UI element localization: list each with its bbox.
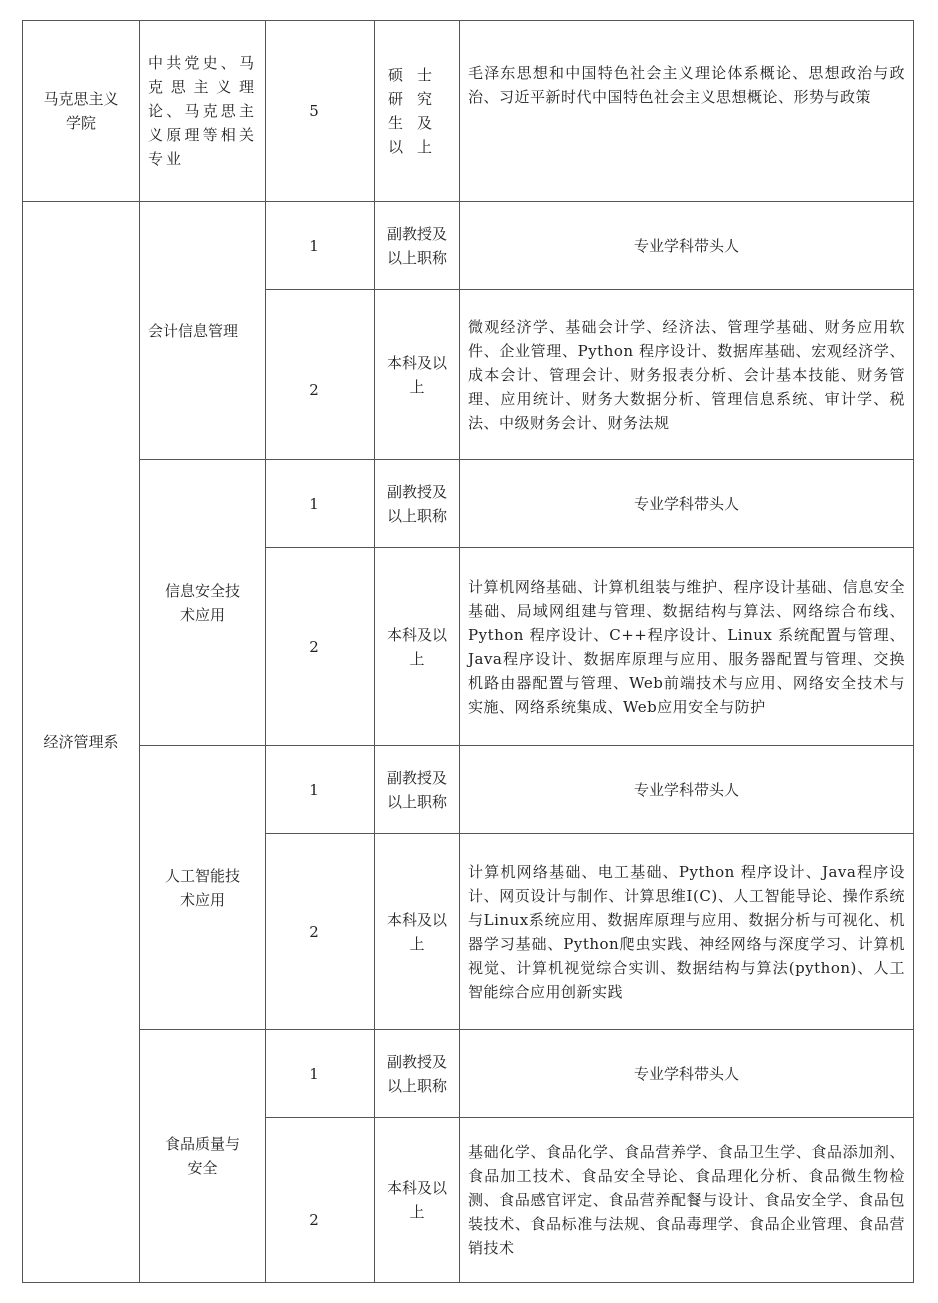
count-cell: 1 bbox=[266, 460, 375, 548]
department-cell: 马克思主义学院 bbox=[23, 21, 140, 202]
count-cell: 2 bbox=[266, 290, 375, 460]
count-cell: 2 bbox=[266, 548, 375, 746]
major-cell: 人工智能技术应用 bbox=[140, 746, 266, 1030]
major-cell: 会计信息管理 bbox=[140, 202, 266, 460]
count-cell: 1 bbox=[266, 202, 375, 290]
count-cell: 2 bbox=[266, 1118, 375, 1283]
position-cell: 专业学科带头人 bbox=[460, 202, 914, 290]
education-cell: 本科及以上 bbox=[375, 1118, 460, 1283]
title-requirement-cell: 副教授及以上职称 bbox=[375, 460, 460, 548]
count-cell: 1 bbox=[266, 1030, 375, 1118]
count-cell: 1 bbox=[266, 746, 375, 834]
count-cell: 2 bbox=[266, 834, 375, 1030]
title-requirement-cell: 副教授及以上职称 bbox=[375, 202, 460, 290]
recruitment-table bbox=[22, 20, 914, 1283]
courses-cell: 计算机网络基础、电工基础、Python 程序设计、Java程序设计、网页设计与制作、计算思维Ⅰ(C)、人工智能导论、操作系统与Linux系统应用、数据库原理与应用、数据分析与可视化、机器学习基础、Python爬虫实践、神经网络与深度学习、计算机视觉、计算机视觉综合实训、数据结构与算法(python)、人工智能综合应用创新实践 bbox=[460, 834, 914, 1030]
education-cell: 本科及以上 bbox=[375, 290, 460, 460]
title-requirement-cell: 副教授及以上职称 bbox=[375, 746, 460, 834]
department-cell: 经济管理系 bbox=[23, 202, 140, 1283]
courses-cell: 微观经济学、基础会计学、经济法、管理学基础、财务应用软件、企业管理、Python 程序设计、数据库基础、宏观经济学、成本会计、管理会计、财务报表分析、会计基本技能、财务管理、应用统计、财务大数据分析、管理信息系统、审计学、税法、中级财务会计、财务法规 bbox=[460, 290, 914, 460]
table-row bbox=[23, 21, 914, 202]
position-cell: 专业学科带头人 bbox=[460, 1030, 914, 1118]
position-cell: 专业学科带头人 bbox=[460, 460, 914, 548]
count-cell: 5 bbox=[266, 21, 375, 202]
major-cell: 信息安全技术应用 bbox=[140, 460, 266, 746]
major-cell: 中共党史、马克思主义理论、马克思主义原理等相关专业 bbox=[140, 21, 266, 202]
title-requirement-cell: 副教授及以上职称 bbox=[375, 1030, 460, 1118]
position-cell: 专业学科带头人 bbox=[460, 746, 914, 834]
table-row bbox=[23, 746, 914, 834]
education-cell: 本科及以上 bbox=[375, 834, 460, 1030]
table-row bbox=[23, 202, 914, 290]
major-cell: 食品质量与安全 bbox=[140, 1030, 266, 1283]
courses-cell: 毛泽东思想和中国特色社会主义理论体系概论、思想政治与政治、习近平新时代中国特色社会主义思想概论、形势与政策 bbox=[460, 21, 914, 202]
table-row bbox=[23, 1030, 914, 1118]
courses-cell: 基础化学、食品化学、食品营养学、食品卫生学、食品添加剂、食品加工技术、食品安全导论、食品理化分析、食品微生物检测、食品感官评定、食品营养配餐与设计、食品安全学、食品包装技术、食品标准与法规、食品毒理学、食品企业管理、食品营销技术 bbox=[460, 1118, 914, 1283]
table-row bbox=[23, 460, 914, 548]
education-cell: 硕士研究生及以上 bbox=[375, 21, 460, 202]
courses-cell: 计算机网络基础、计算机组装与维护、程序设计基础、信息安全基础、局域网组建与管理、数据结构与算法、网络综合布线、Python 程序设计、C++程序设计、Linux 系统配置与管理、Java程序设计、数据库原理与应用、服务器配置与管理、交换机路由器配置与管理、Web前端技术与应用、网络安全技术与实施、网络系统集成、Web应用安全与防护 bbox=[460, 548, 914, 746]
education-cell: 本科及以上 bbox=[375, 548, 460, 746]
